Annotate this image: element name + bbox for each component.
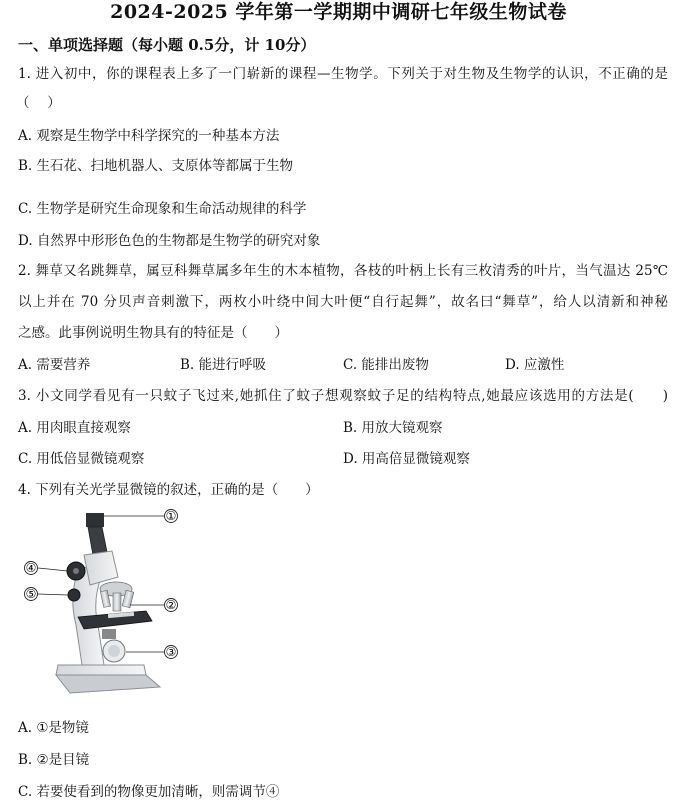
q2-stem-line2: 以上并在 70 分贝声音刺激下，两枚小叶绕中间大叶便“自行起舞”，故名曰“舞草”，给人以清新和神秘 — [18, 294, 668, 310]
q2-stem-line3: 之感。此事例说明生物具有的特征是（ ） — [18, 325, 288, 341]
q2-option-b: B. 能进行呼吸 — [180, 357, 267, 373]
q4-option-c: C. 若要使看到的物像更加清晰，则需调节④ — [18, 784, 280, 800]
q1-option-d: D. 自然界中形形色色的生物都是生物学的研究对象 — [18, 233, 321, 249]
q1-answer-paren: （ ） — [16, 95, 61, 111]
figure-label-5: ⑤ — [25, 587, 37, 601]
q1-stem: 1. 进入初中，你的课程表上多了一门崭新的课程—生物学。下列关于对生物及生物学的认识，不正确的是 — [18, 66, 668, 82]
q3-option-c: C. 用低倍显微镜观察 — [18, 451, 145, 467]
figure-label-3: ③ — [165, 645, 177, 659]
q1-option-b: B. 生石花、扫地机器人、支原体等都属于生物 — [18, 158, 294, 174]
q3-option-d: D. 用高倍显微镜观察 — [343, 451, 470, 467]
exam-title: 2024-2025 学年第一学期期中调研七年级生物试卷 — [110, 1, 567, 23]
q3-option-b: B. 用放大镜观察 — [343, 420, 443, 436]
microscope-figure — [18, 505, 218, 705]
q4-option-a: A. ①是物镜 — [18, 720, 89, 736]
figure-label-1: ① — [165, 509, 177, 523]
q3-stem: 3. 小文同学看见有一只蚊子飞过来,她抓住了蚊子想观察蚊子足的结构特点,她最应该选用的方法是( ) — [18, 388, 668, 404]
q2-option-a: A. 需要营养 — [18, 357, 91, 373]
q4-stem: 4. 下列有关光学显微镜的叙述，正确的是（ ） — [18, 482, 319, 498]
figure-label-4: ④ — [25, 561, 37, 575]
q2-option-d: D. 应激性 — [505, 357, 565, 373]
q4-option-b: B. ②是目镜 — [18, 752, 90, 768]
q1-option-a: A. 观察是生物学中科学探究的一种基本方法 — [18, 128, 280, 144]
section-heading: 一、单项选择题（每小题 0.5分，计 10分） — [18, 36, 316, 54]
q1-option-c: C. 生物学是研究生命现象和生命活动规律的科学 — [18, 201, 307, 217]
q2-option-c: C. 能排出废物 — [343, 357, 429, 373]
q3-option-a: A. 用肉眼直接观察 — [18, 420, 131, 436]
q2-stem-line1: 2. 舞草又名跳舞草，属豆科舞草属多年生的木本植物，各枝的叶柄上长有三枚清秀的叶片，当气温达 25℃ — [18, 263, 668, 279]
figure-label-2: ② — [165, 598, 177, 612]
